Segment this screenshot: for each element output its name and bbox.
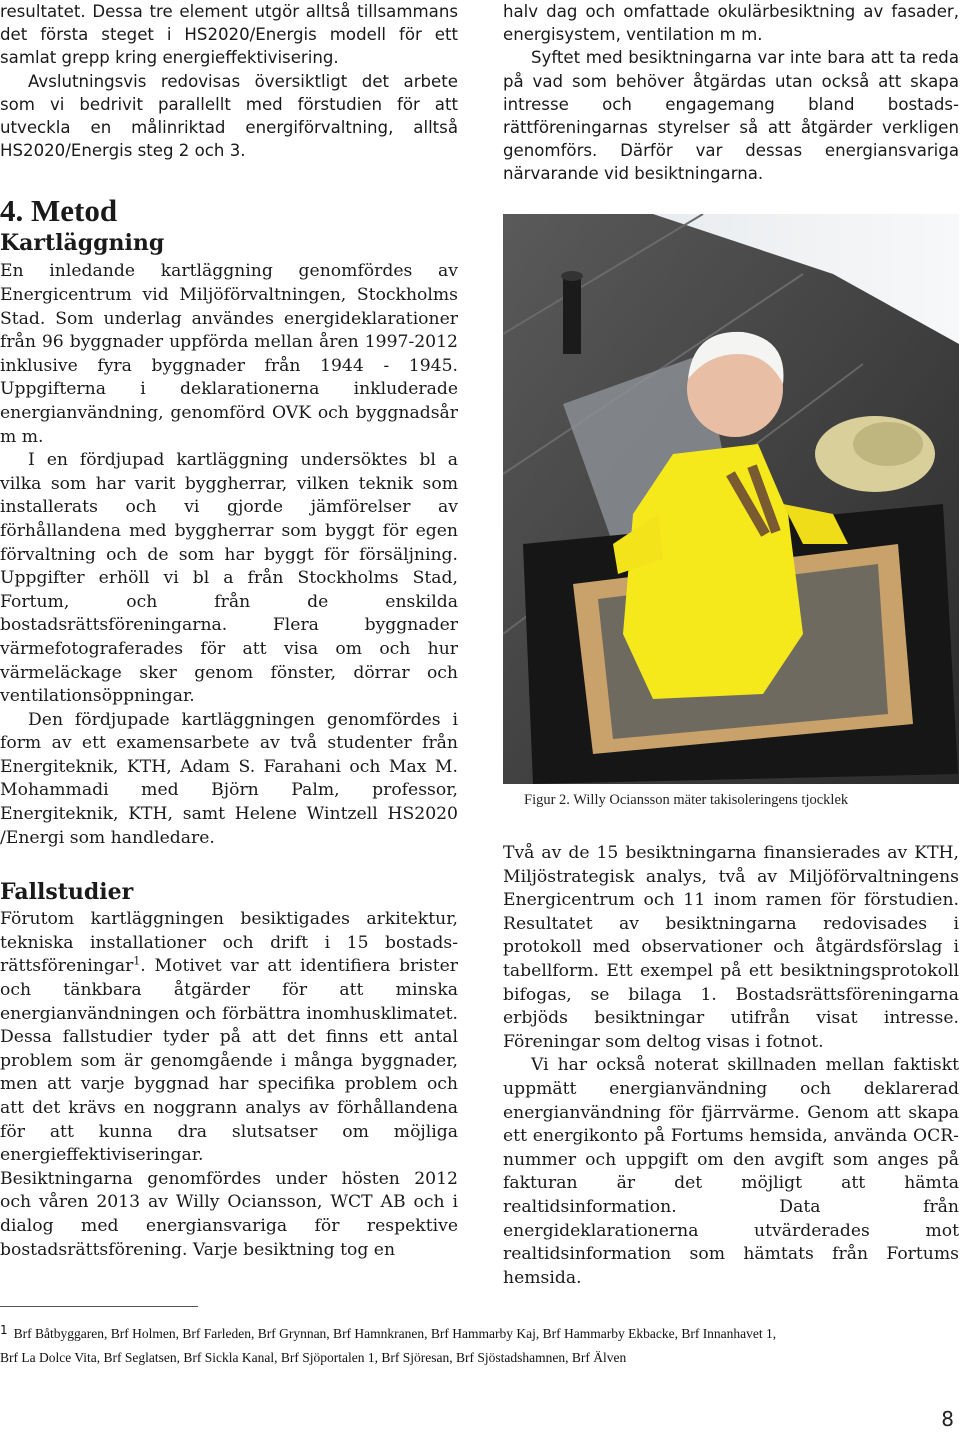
intro-paragraph-2: Avslutningsvis redovisas översiktligt det arbete som vi bedrivit parallellt med förstudien för att utveckla en målinriktad energiförvaltning, alltså HS2020/Energis steg 2 och 3. (0, 71, 458, 161)
fallstudier-paragraph-1 (0, 908, 458, 1168)
kartlaggning-paragraph-1: En inledande kartläggning genomfördes av Energicentrum vid Miljöförvaltningen, Stockholms Stad. Som underlag användes energideklarationer från 96 byggnader uppförda mellan åren 1997-2012 inklusive fyra byggnader från 1944 - 1945. Uppgifterna i deklarationerna inkluderade energianvändning, genomförd OVK och byggnadsår m m. (0, 261, 458, 447)
page-number: 8 (941, 1407, 954, 1431)
roof-inspection-photo (503, 214, 959, 784)
fallstudier-text-a: Förutom kartläggningen besiktigades arkitektur, tekniska installationer och drift i 15 bostadsrättsföreningar (0, 909, 458, 977)
subheading-fallstudier: Fallstudier (0, 879, 134, 906)
footnote-marker: 1 (0, 1323, 8, 1337)
footnote-line-1 (0, 1318, 940, 1346)
subheading-kartlaggning: Kartläggning (0, 230, 165, 257)
fallstudier-paragraph-2: Besiktningarna genomfördes under hösten 2012 och våren 2013 av Willy Ociansson, WCT AB och i dialog med energiansvariga för respektive bostadsrättsförening. Varje besiktning tog en (0, 1168, 458, 1260)
footnote-reference: 1 (133, 954, 141, 968)
after-figure-paragraph-1: Två av de 15 besiktningarna finansierades av KTH, Miljöstrategisk analys, två av Miljöförvaltningens Energicentrum och 11 inom ramen för förstudien. Resultatet av besiktningarna redovisades i protokoll med observationer och åtgärdsförslag i tabellform. Ett exempel på ett besiktningsprotokoll bifogas, se bilaga 1. Bostadsrättsföreningarna erbjöds besiktningar utifrån visat intresse. Föreningar som deltog visas i fotnot. (503, 843, 959, 1052)
section-heading-metod: 4. Metod (0, 193, 118, 229)
footnote-text-1: Brf Båtbyggaren, Brf Holmen, Brf Farleden, Brf Grynnan, Brf Hamnkranen, Brf Hammarby Kaj, Brf Hammarby Ekbacke, Brf Innanhavet 1, (13, 1326, 777, 1341)
footnote-divider (0, 1306, 198, 1307)
footnote (0, 1318, 940, 1370)
figure-photo (503, 214, 959, 784)
footnote-text-2: Brf La Dolce Vita, Brf Seglatsen, Brf Sickla Kanal, Brf Sjöportalen 1, Brf Sjöresan, Brf Sjöstadshamnen, Brf Älven (0, 1350, 627, 1365)
kartlaggning-paragraph-2: I en fördjupad kartläggning undersöktes bl a vilka som har varit byggherrar, vilken teknik som installerats och vi gjorde jämförelser av förhållandena med byggherrar som byggt för egen förvaltning och de som har byggt för försäljning. Uppgifter erhöll vi bl a från Stockholms Stad, Fortum, och från de enskilda bostadsrättsföreningarna. Flera byggnader värmefotograferades för att visa om och hur värmeläckage sker genom fönster, dörrar och ventilationsöppningar. (0, 450, 458, 707)
right-column-top (503, 0, 959, 186)
intro-paragraph-1: resultatet. Dessa tre element utgör alltså tillsammans det första steget i HS2020/Energis modell för ett samlat grepp kring energieffektivisering. (0, 2, 458, 68)
fallstudier-text-b: . Motivet var att identifiera brister och tänkbara åtgärder för att minska energianvändningen och förbättra inomhusklimatet. Dessa fallstudier tyder på att det finns ett antal problem som är genomgående i många byggnader, men att varje byggnad har specifika problem och att det krävs en noggrann analys av förhållandena för att kunna dra slutsatser om möjliga energieffektiviseringar. (0, 956, 458, 1166)
after-figure-paragraph-2: Vi har också noterat skillnaden mellan faktiskt uppmätt energianvändning och deklarerad energianvändning för fjärrvärme. Genom att skapa ett energikonto på Fortums hemsida, använda OCR-nummer och uppgift om den avgift som anges på fakturan är det möjligt att hämta realtidsinformation. Data från energideklarationerna utvärderades mot realtidsinformation som hämtats från Fortums hemsida. (503, 1055, 959, 1288)
figure-caption: Figur 2. Willy Ociansson mäter takisoleringens tjocklek (524, 792, 849, 808)
continuation-paragraph-2: Syftet med besiktningarna var inte bara att ta reda på vad som behöver åtgärdas utan också att skapa intresse och engagemang bland bostadsrättföreningarnas styrelser så att åtgärder verkligen genomförs. Därför var dessas energiansvariga närvarande vid besiktningarna. (503, 48, 959, 184)
left-column (0, 0, 458, 1262)
right-column-bottom (503, 842, 959, 1290)
continuation-paragraph-1: halv dag och omfattade okulärbesiktning av fasader, energisystem, ventilation m m. (503, 2, 959, 45)
kartlaggning-paragraph-3: Den fördjupade kartläggningen genomfördes i form av ett examensarbete av två studenter från Energiteknik, KTH, Adam S. Farahani och Max M. Mohammadi med Björn Palm, professor, Energiteknik, KTH, samt Helene Wintzell HS2020 /Energi som handledare. (0, 709, 458, 848)
